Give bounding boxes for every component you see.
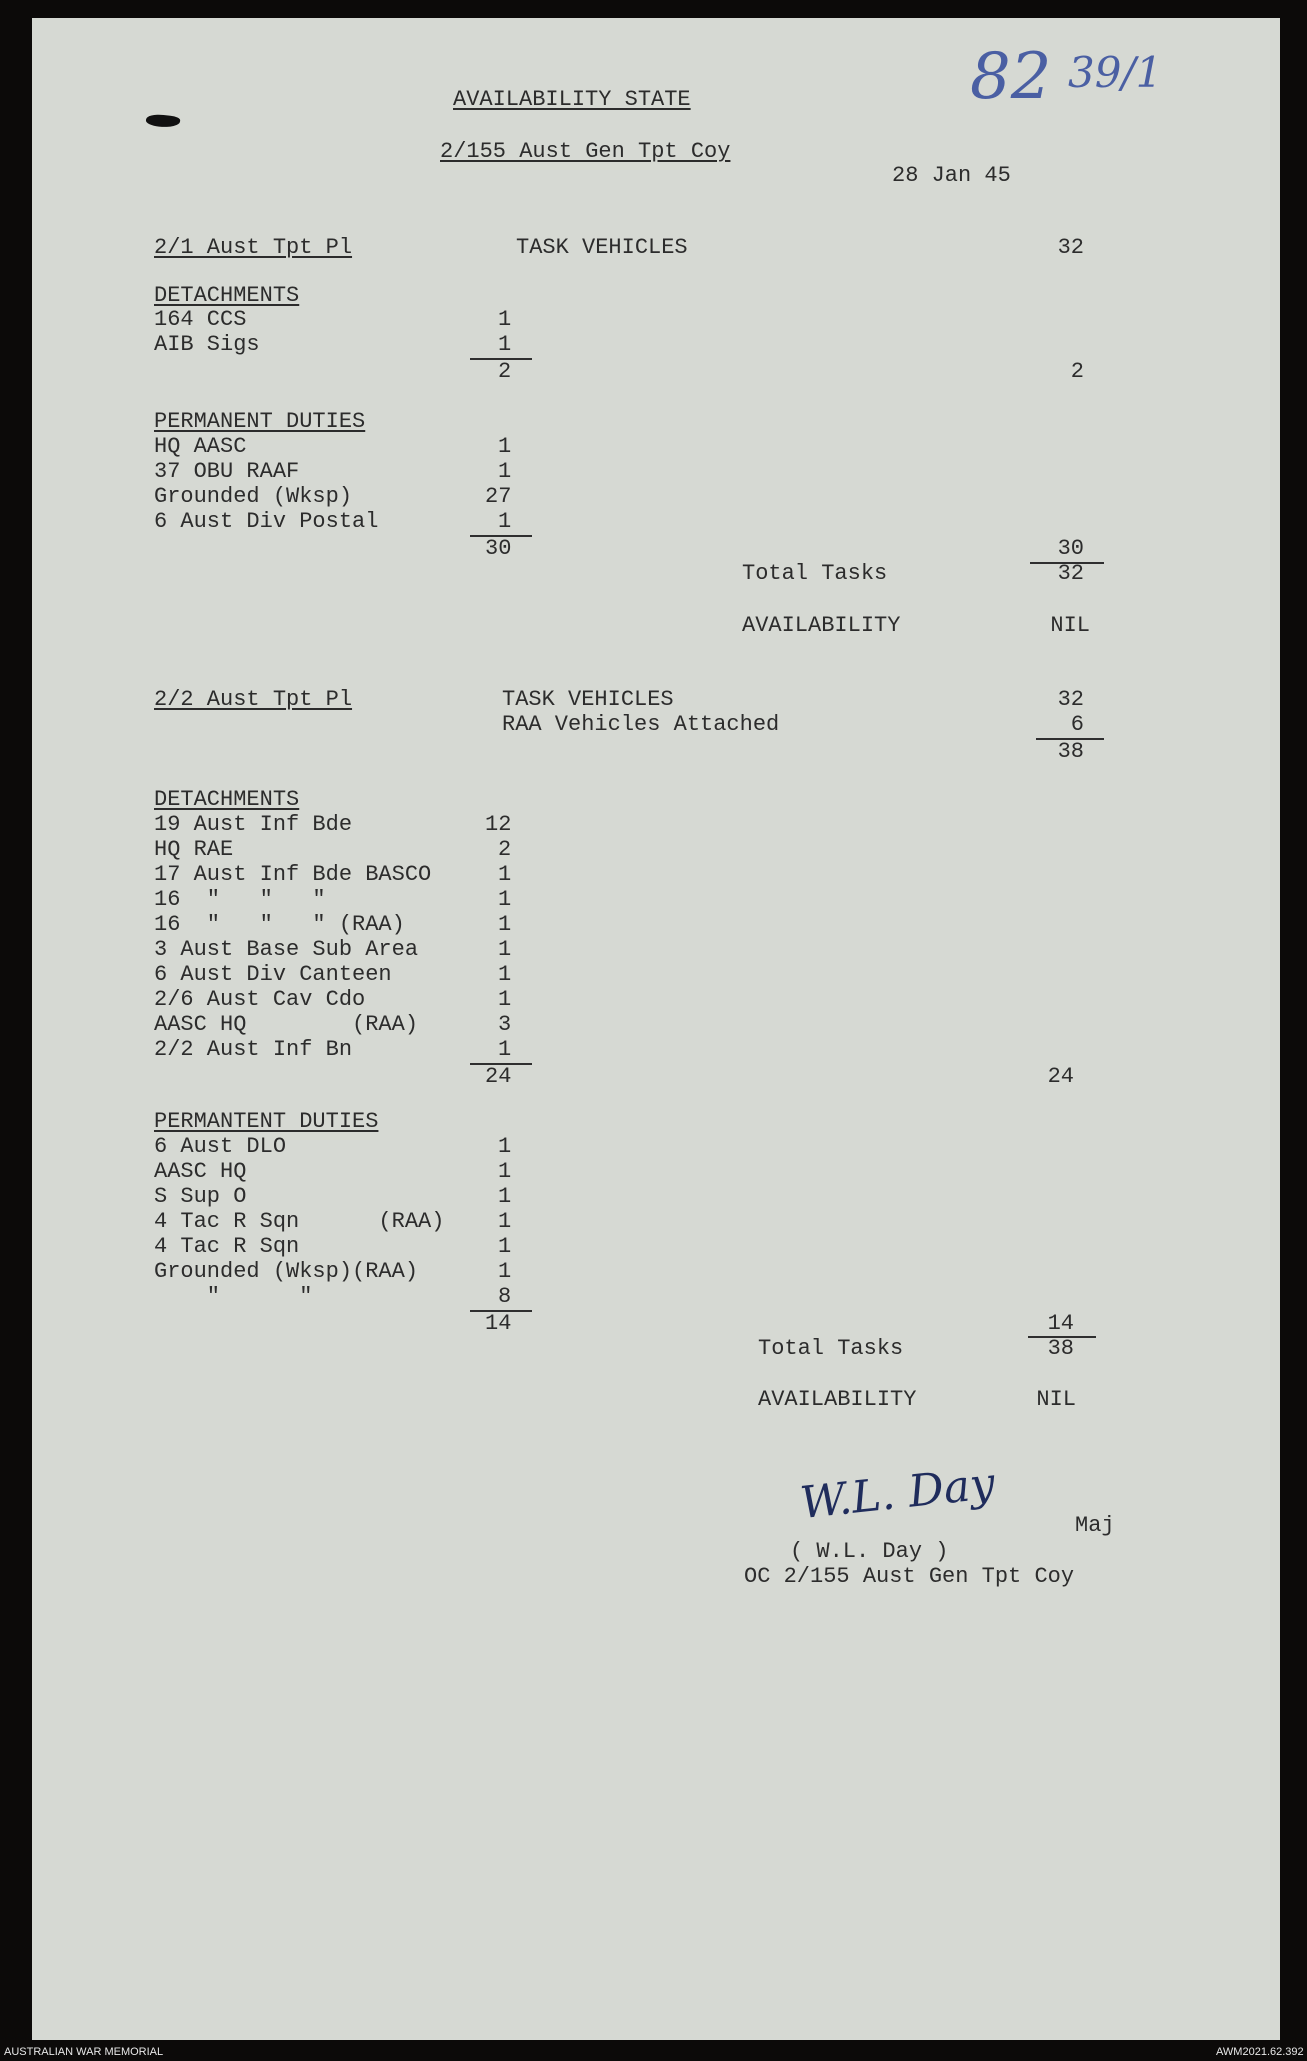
list-item-qty: 27 bbox=[485, 484, 512, 509]
detachments-subtotal: 24 bbox=[485, 1064, 512, 1089]
list-item-qty: 1 bbox=[498, 459, 512, 484]
task-vehicles-value: 32 bbox=[1057, 687, 1084, 712]
platoon-name: 2/2 Aust Tpt Pl bbox=[154, 687, 353, 712]
list-item-qty: 8 bbox=[498, 1284, 512, 1309]
detachments-total: 2 bbox=[1070, 359, 1084, 384]
handwritten-signature: W.L. Day bbox=[797, 1457, 998, 1530]
task-vehicles-label: TASK VEHICLES bbox=[516, 235, 688, 260]
list-item-qty: 1 bbox=[498, 862, 512, 887]
availability-value: NIL bbox=[1050, 613, 1090, 638]
list-item-name: " " bbox=[154, 1284, 313, 1309]
total-tasks-value: 32 bbox=[1057, 561, 1084, 586]
list-item-qty: 1 bbox=[498, 1159, 512, 1184]
list-item-qty: 1 bbox=[498, 434, 512, 459]
list-item-name: 164 CCS bbox=[154, 307, 247, 332]
list-item-name: 17 Aust Inf Bde BASCO bbox=[154, 862, 432, 887]
task-vehicles-sum: 38 bbox=[1057, 739, 1084, 764]
availability-label: AVAILABILITY bbox=[742, 613, 901, 638]
list-item-qty: 12 bbox=[485, 812, 512, 837]
list-item-qty: 1 bbox=[498, 1037, 512, 1062]
list-item-name: HQ RAE bbox=[154, 837, 234, 862]
signatory-position: OC 2/155 Aust Gen Tpt Coy bbox=[744, 1564, 1075, 1589]
folio-fraction: 39/1 bbox=[1068, 48, 1163, 97]
permanent-duties-heading: PERMANENT DUTIES bbox=[154, 409, 366, 434]
total-tasks-label: Total Tasks bbox=[742, 561, 888, 586]
platoon-name: 2/1 Aust Tpt Pl bbox=[154, 235, 353, 260]
list-item-name: 2/2 Aust Inf Bn bbox=[154, 1037, 353, 1062]
list-item-name: 16 " " " (RAA) bbox=[154, 912, 405, 937]
detachments-heading: DETACHMENTS bbox=[154, 283, 300, 308]
raa-vehicles-value: 6 bbox=[1070, 712, 1084, 737]
list-item-qty: 1 bbox=[498, 509, 512, 534]
list-item-qty: 1 bbox=[498, 1259, 512, 1284]
list-item-name: AIB Sigs bbox=[154, 332, 260, 357]
list-item-name: 4 Tac R Sqn bbox=[154, 1234, 300, 1259]
list-item-qty: 1 bbox=[498, 332, 512, 357]
signatory-name: ( W.L. Day ) bbox=[790, 1539, 949, 1564]
list-item-qty: 1 bbox=[498, 962, 512, 987]
list-item-qty: 1 bbox=[498, 912, 512, 937]
list-item-qty: 1 bbox=[498, 1209, 512, 1234]
list-item-name: 19 Aust Inf Bde bbox=[154, 812, 353, 837]
list-item-qty: 3 bbox=[498, 1012, 512, 1037]
list-item-name: HQ AASC bbox=[154, 434, 247, 459]
availability-label: AVAILABILITY bbox=[758, 1387, 917, 1412]
list-item-name: AASC HQ (RAA) bbox=[154, 1012, 419, 1037]
list-item-name: 37 OBU RAAF bbox=[154, 459, 300, 484]
raa-vehicles-label: RAA Vehicles Attached bbox=[502, 712, 780, 737]
list-item-qty: 1 bbox=[498, 1134, 512, 1159]
list-item-name: AASC HQ bbox=[154, 1159, 247, 1184]
document-date: 28 Jan 45 bbox=[892, 163, 1011, 188]
total-tasks-value: 38 bbox=[1047, 1336, 1074, 1361]
list-item-qty: 1 bbox=[498, 307, 512, 332]
list-item-qty: 1 bbox=[498, 1184, 512, 1209]
list-item-qty: 1 bbox=[498, 937, 512, 962]
list-item-name: 2/6 Aust Cav Cdo bbox=[154, 987, 366, 1012]
unit-name: 2/155 Aust Gen Tpt Coy bbox=[440, 139, 731, 164]
detachments-subtotal: 2 bbox=[498, 359, 512, 384]
footer-accession: AWM2021.62.392 bbox=[1216, 2046, 1304, 2058]
permanent-total: 14 bbox=[1047, 1311, 1074, 1336]
list-item-qty: 2 bbox=[498, 837, 512, 862]
list-item-name: 16 " " " bbox=[154, 887, 326, 912]
permanent-subtotal: 14 bbox=[485, 1311, 512, 1336]
list-item-qty: 1 bbox=[498, 887, 512, 912]
permanent-duties-heading: PERMANTENT DUTIES bbox=[154, 1109, 379, 1134]
permanent-total: 30 bbox=[1057, 536, 1084, 561]
list-item-name: Grounded (Wksp) bbox=[154, 484, 353, 509]
folio-annotation: 82 bbox=[970, 40, 1052, 114]
task-vehicles-value: 32 bbox=[1057, 235, 1084, 260]
document-title: AVAILABILITY STATE bbox=[453, 87, 691, 112]
footer-institution: AUSTRALIAN WAR MEMORIAL bbox=[4, 2046, 164, 2058]
list-item-name: 6 Aust Div Canteen bbox=[154, 962, 392, 987]
list-item-name: 6 Aust DLO bbox=[154, 1134, 287, 1159]
list-item-qty: 1 bbox=[498, 987, 512, 1012]
detachments-heading: DETACHMENTS bbox=[154, 787, 300, 812]
permanent-subtotal: 30 bbox=[485, 536, 512, 561]
signatory-rank: Maj bbox=[1075, 1513, 1115, 1538]
list-item-name: Grounded (Wksp)(RAA) bbox=[154, 1259, 419, 1284]
task-vehicles-label: TASK VEHICLES bbox=[502, 687, 674, 712]
list-item-name: 3 Aust Base Sub Area bbox=[154, 937, 419, 962]
list-item-name: S Sup O bbox=[154, 1184, 247, 1209]
list-item-qty: 1 bbox=[498, 1234, 512, 1259]
detachments-total: 24 bbox=[1047, 1064, 1074, 1089]
list-item-name: 6 Aust Div Postal bbox=[154, 509, 379, 534]
availability-value: NIL bbox=[1036, 1387, 1076, 1412]
list-item-name: 4 Tac R Sqn (RAA) bbox=[154, 1209, 445, 1234]
total-tasks-label: Total Tasks bbox=[758, 1336, 904, 1361]
